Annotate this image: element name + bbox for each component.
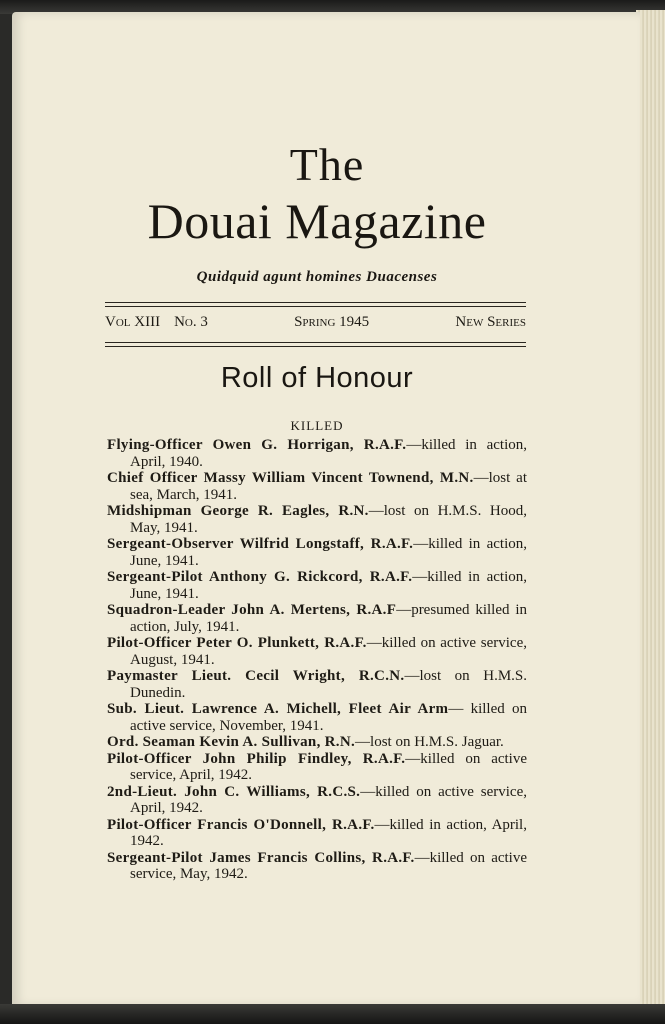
roll-entry	[107, 437, 527, 470]
roll-entry	[107, 850, 527, 883]
entry-detail: — killed on active service, November, 1941.	[130, 701, 527, 734]
entry-detail: —killed on active service, April, 1942.	[130, 750, 528, 783]
magazine-page	[12, 12, 640, 1006]
volume-number	[105, 314, 208, 331]
roll-of-honour-list	[107, 437, 527, 883]
entry-detail: —lost at sea, March, 1941.	[130, 470, 527, 503]
roll-entry	[107, 470, 527, 503]
roll-entry	[107, 751, 527, 784]
entry-name: Pilot-Officer Francis O'Donnell, R.A.F.	[107, 816, 375, 833]
roll-entry	[107, 784, 527, 817]
issue-number: No. 3	[174, 314, 208, 330]
entry-name: Sergeant-Observer Wilfrid Longstaff, R.A.F.	[107, 536, 414, 552]
roll-entry	[107, 635, 527, 668]
entry-detail: —killed in action, June, 1941.	[130, 536, 527, 569]
title-the: The	[289, 139, 365, 190]
entry-detail: —lost on H.M.S. Hood, May, 1941.	[130, 503, 527, 536]
entry-name: Squadron-Leader John A. Mertens, R.A.F	[107, 602, 397, 618]
entry-detail: —killed on active service, August, 1941.	[130, 635, 527, 668]
roll-entry	[107, 734, 527, 751]
entry-name: Ord. Seaman Kevin A. Sullivan, R.N.	[107, 734, 356, 750]
entry-name: Midshipman George R. Eagles, R.N.	[107, 503, 369, 519]
volume: Vol XIII	[105, 314, 161, 330]
entry-detail: —killed in action, April, 1942.	[130, 816, 527, 849]
entry-detail: —lost on H.M.S. Jaguar.	[355, 734, 504, 750]
roll-entry	[107, 503, 527, 536]
entry-detail: —killed on active service, May, 1942.	[130, 849, 527, 882]
magazine-title: Douai Magazine	[147, 193, 487, 249]
entry-name: Sergeant-Pilot James Francis Collins, R.A.F.	[107, 849, 415, 866]
roll-entry	[107, 817, 527, 850]
entry-detail: —killed on active service, April, 1942.	[130, 783, 527, 816]
entry-name: Paymaster Lieut. Cecil Wright, R.C.N.	[107, 668, 405, 684]
entry-name: Pilot-Officer John Philip Findley, R.A.F.	[107, 750, 406, 767]
issue-info	[105, 314, 526, 331]
entry-detail: —presumed killed in action, July, 1941.	[130, 602, 527, 635]
top-rule-double	[105, 306, 526, 307]
entry-name: Sub. Lieut. Lawrence A. Michell, Fleet Air Arm	[107, 701, 449, 717]
section-subheading: KILLED	[290, 418, 344, 433]
entry-name: Sergeant-Pilot Anthony G. Rickcord, R.A.F.	[107, 569, 413, 585]
roll-entry	[107, 602, 527, 635]
entry-name: Chief Officer Massy William Vincent Townend, M.N.	[107, 470, 474, 486]
bottom-rule	[105, 342, 526, 343]
entry-name: Flying-Officer Owen G. Horrigan, R.A.F.	[107, 437, 407, 453]
entry-name: Pilot-Officer Peter O. Plunkett, R.A.F.	[107, 635, 367, 651]
roll-entry	[107, 668, 527, 701]
issue-series: New Series	[455, 314, 526, 330]
book-binding-bottom	[0, 1004, 665, 1024]
top-rule	[105, 302, 526, 303]
roll-entry	[107, 569, 527, 602]
entry-detail: —killed in action, June, 1941.	[130, 569, 527, 602]
entry-detail: —lost on H.M.S. Dunedin.	[130, 668, 528, 701]
section-title: Roll of Honour	[220, 362, 414, 394]
bottom-rule-double	[105, 346, 526, 347]
roll-entry	[107, 701, 527, 734]
entry-detail: —killed in action, April, 1940.	[130, 437, 527, 470]
roll-entry	[107, 536, 527, 569]
magazine-motto: Quidquid agunt homines Duacenses	[196, 269, 438, 285]
entry-name: 2nd-Lieut. John C. Williams, R.C.S.	[107, 783, 361, 800]
issue-season: Spring 1945	[294, 314, 370, 330]
